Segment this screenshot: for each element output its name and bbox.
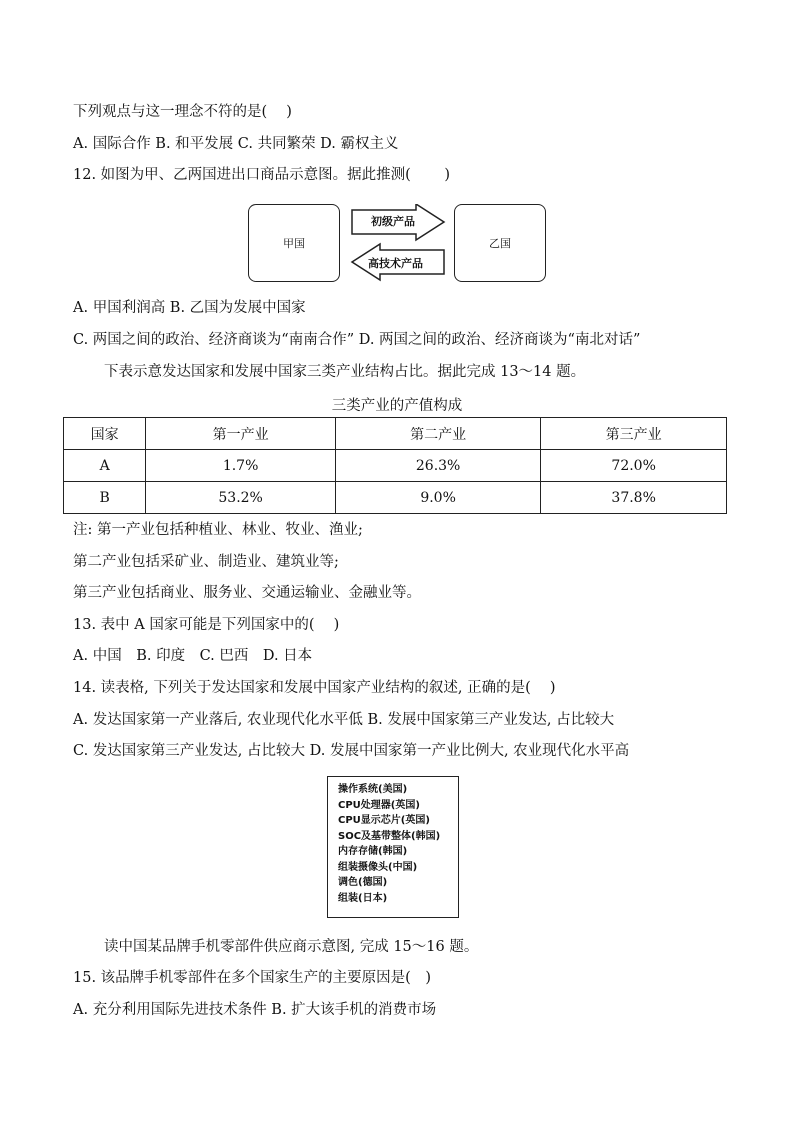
list-item: 组装摄像头(中国) — [338, 861, 418, 873]
table-cell: 26.3% — [335, 450, 540, 482]
question-13-options: A. 中国 B. 印度 C. 巴西 D. 日本 — [73, 648, 313, 664]
country-yi-box: 乙国 — [454, 204, 546, 282]
question-14-options-cd: C. 发达国家第三产业发达, 占比较大 D. 发展中国家第一产业比例大, 农业现代化水平高 — [73, 743, 630, 759]
list-item: SOC及基带整体(韩国) — [338, 830, 441, 842]
table-cell: 72.0% — [541, 450, 727, 482]
list-item: 操作系统(美国) — [338, 784, 408, 795]
question-14: 14. 读表格, 下列关于发达国家和发展中国家产业结构的叙述, 正确的是( ) — [73, 680, 556, 696]
table-row — [64, 482, 727, 514]
top-arrow-label: 初级产品 — [371, 215, 415, 228]
table-header: 第二产业 — [335, 418, 540, 450]
question-options: A. 国际合作 B. 和平发展 C. 共同繁荣 D. 霸权主义 — [73, 136, 399, 152]
intro-15-16: 读中国某品牌手机零部件供应商示意图, 完成 15～16 题。 — [104, 939, 479, 955]
table-cell: B — [64, 482, 146, 514]
list-item: 组装(日本) — [338, 892, 388, 904]
table-row — [64, 450, 727, 482]
table-note-2: 第二产业包括采矿业、制造业、建筑业等; — [73, 554, 339, 570]
question-12-options-cd: C. 两国之间的政治、经济商谈为“南南合作” D. 两国之间的政治、经济商谈为“南北对话” — [73, 332, 641, 348]
question-12-options-ab: A. 甲国利润高 B. 乙国为发展中国家 — [73, 300, 306, 316]
industry-table — [63, 417, 727, 514]
question-13: 13. 表中 A 国家可能是下列国家中的( ) — [73, 617, 340, 633]
list-item: CPU显示芯片(英国) — [338, 815, 430, 826]
table-note-1: 注: 第一产业包括种植业、林业、牧业、渔业; — [73, 522, 363, 538]
list-item: 内存存储(韩国) — [338, 846, 408, 857]
list-item: CPU处理器(英国) — [338, 799, 420, 811]
list-item: 调色(德国) — [338, 877, 388, 888]
question-14-options-ab: A. 发达国家第一产业落后, 农业现代化水平低 B. 发展中国家第三产业发达, 占比较大 — [73, 712, 615, 728]
table-header-row — [64, 418, 727, 450]
parts-supplier-list — [327, 776, 459, 918]
country-jia-box: 甲国 — [248, 204, 340, 282]
table-cell: 53.2% — [146, 482, 336, 514]
table-header: 第一产业 — [146, 418, 336, 450]
bottom-arrow-label: 高技术产品 — [368, 257, 423, 270]
table-cell: 1.7% — [146, 450, 336, 482]
intro-13-14: 下表示意发达国家和发展中国家三类产业结构占比。据此完成 13～14 题。 — [104, 364, 586, 380]
table-title: 三类产业的产值构成 — [331, 398, 463, 414]
question-12: 12. 如图为甲、乙两国进出口商品示意图。据此推测( ) — [73, 167, 451, 183]
table-header: 国家 — [64, 418, 146, 450]
table-cell: A — [64, 450, 146, 482]
table-cell: 9.0% — [335, 482, 540, 514]
question-stem: 下列观点与这一理念不符的是( ) — [73, 104, 292, 120]
trade-diagram — [248, 204, 546, 282]
table-header: 第三产业 — [541, 418, 727, 450]
table-cell: 37.8% — [541, 482, 727, 514]
question-15: 15. 该品牌手机零部件在多个国家生产的主要原因是( ) — [73, 970, 431, 986]
question-15-options-ab: A. 充分利用国际先进技术条件 B. 扩大该手机的消费市场 — [73, 1002, 437, 1018]
table-note-3: 第三产业包括商业、服务业、交通运输业、金融业等。 — [73, 585, 421, 601]
